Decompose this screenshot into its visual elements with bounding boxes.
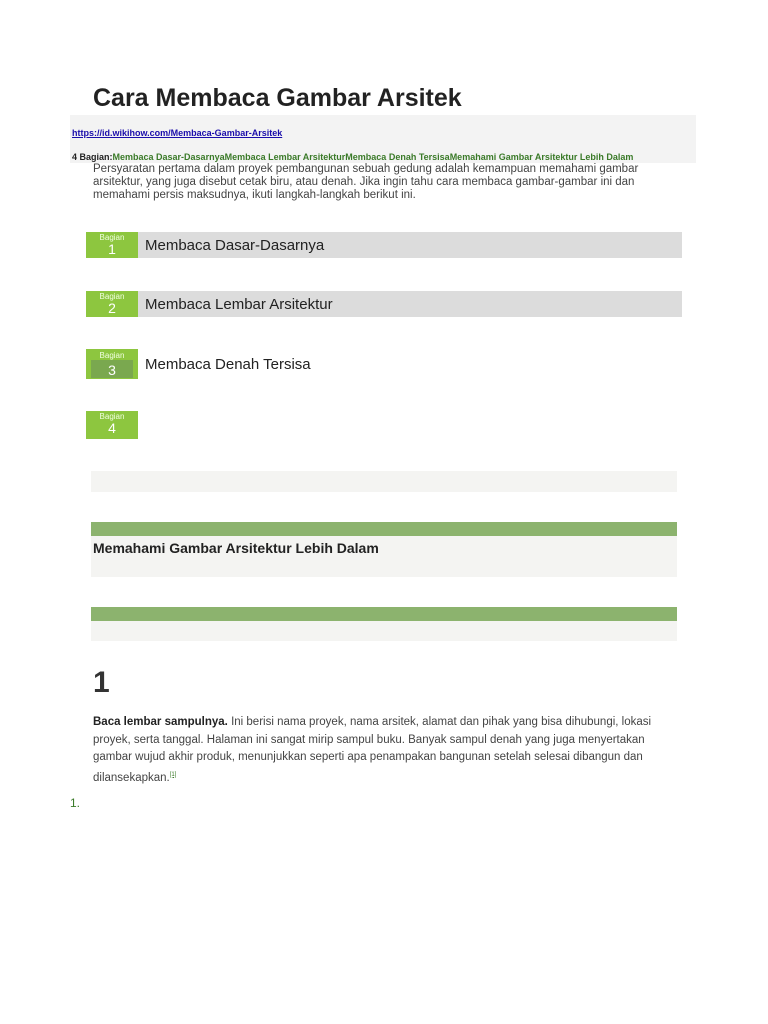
section-badge-1: [86, 232, 138, 258]
badge-word: Bagian: [99, 412, 125, 421]
reference-link[interactable]: [1]: [169, 771, 177, 778]
badge-word: Bagian: [99, 351, 125, 360]
badge-number: 4: [108, 420, 116, 436]
section-title-1: Membaca Dasar-Dasarnya: [145, 237, 325, 254]
list-marker: 1.: [70, 796, 81, 810]
section-badge-4[interactable]: [86, 411, 138, 439]
section-badge-2: [86, 291, 138, 317]
badge-word: Bagian: [99, 292, 125, 301]
section-color-bar: [91, 607, 677, 621]
section-color-bar: [91, 522, 677, 536]
parts-link-4[interactable]: Memahami Gambar Arsitektur Lebih Dalam: [449, 152, 634, 162]
page-title: Cara Membaca Gambar Arsitek: [93, 84, 462, 112]
parts-link-1[interactable]: Membaca Dasar-Dasarnya: [112, 152, 225, 162]
step-body: Ini berisi nama proyek, nama arsitek, alamat dan pihak yang bisa dihubungi, lokasi proyek, serta tanggal. Halaman ini sangat mirip sampul buku. Banyak sampul denah yang juga menyertakan gambar wujud akhir produk, menunjukkan seperti apa penampakan bangunan setelah selesai dibangun dan dilansekapkan.: [93, 716, 652, 784]
badge-number: 3: [108, 362, 116, 378]
parts-navigation: [72, 152, 633, 162]
step-bold-lead: Baca lembar sampulnya.: [93, 716, 228, 728]
section-divider-box: [91, 621, 677, 641]
badge-word: Bagian: [99, 233, 125, 242]
parts-prefix: 4 Bagian:: [72, 152, 113, 162]
intro-paragraph: Persyaratan pertama dalam proyek pembangunan sebuah gedung adalah kemampuan memahami gambar arsitektur, yang juga disebut cetak biru, atau denah. Jika ingin tahu cara membaca gambar-gambar ini dan memahami persis maksudnya, ikuti langkah-langkah berikut ini.: [93, 163, 639, 201]
badge-number: 1: [108, 241, 116, 257]
source-url-link[interactable]: https://id.wikihow.com/Membaca-Gambar-Arsitek: [72, 128, 283, 138]
section-badge-3: [86, 349, 138, 379]
section-divider-box: [91, 471, 677, 492]
section-title-3[interactable]: Membaca Denah Tersisa: [145, 356, 311, 373]
parts-link-3[interactable]: Membaca Denah Tersisa: [345, 152, 450, 162]
parts-link-2[interactable]: Membaca Lembar Arsitektur: [224, 152, 346, 162]
badge-number: 2: [108, 300, 116, 316]
subsection-title: Memahami Gambar Arsitektur Lebih Dalam: [93, 540, 379, 556]
section-title-2: Membaca Lembar Arsitektur: [145, 296, 333, 313]
step-number: 1: [93, 666, 110, 699]
step-text: [93, 714, 665, 787]
